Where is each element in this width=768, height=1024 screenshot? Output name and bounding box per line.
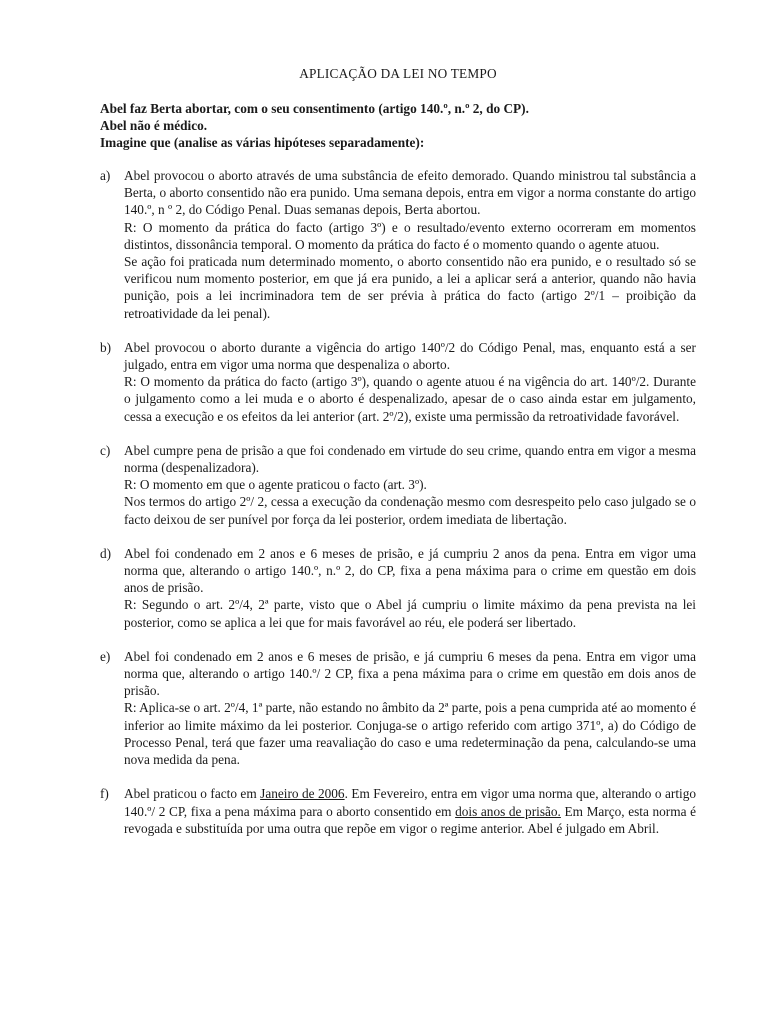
question-e: [100, 648, 696, 768]
item-body: [124, 545, 696, 631]
intro-line: Abel não é médico.: [100, 118, 208, 133]
question-text: [124, 785, 696, 837]
question-c: [100, 442, 696, 528]
answer-text: R: O momento da prática do facto (artigo 3º), quando o agente atuou é na vigência do art. 140º/2. Durante o julgamento como a lei muda e o aborto é despenalizado, apesar de o caso ainda estar em julgamento, cessa a execução e os efeitos da lei anterior (art. 2º/2), existe uma permissão da retroatividade favorável.: [124, 374, 696, 424]
question-d: [100, 545, 696, 631]
underlined-date: Janeiro de 2006: [260, 786, 345, 802]
intro-line: Abel faz Berta abortar, com o seu consentimento (artigo 140.º, n.º 2, do CP).: [100, 101, 529, 116]
answer-text: Se ação foi praticada num determinado momento, o aborto consentido não era punido, e o resultado só se verificou num momento posterior, em que já era punido, a lei a aplicar será a anterior, quando não havia punição, pois a lei incriminadora tem de ser prévia à prática do facto (artigo 2º/1 – proibição da retroatividade da lei penal).: [124, 254, 696, 321]
text-segment: Em Março, esta norma é revogada e substituída por uma outra que repõe em vigor o regime anterior. Abel é julgado em Abril.: [124, 803, 696, 836]
question-text: Abel provocou o aborto através de uma substância de efeito demorado. Quando ministrou tal substância a Berta, o aborto consentido não era punido. Uma semana depois, entra em vigor a norma constante do artigo 140.º, n º 2, do Código Penal. Duas semanas depois, Berta abortou.: [124, 168, 696, 218]
underlined-penalty: dois anos de prisão.: [455, 803, 561, 819]
item-letter: c): [100, 442, 111, 458]
item-body: [124, 442, 696, 528]
question-b: [100, 339, 696, 425]
question-text: Abel foi condenado em 2 anos e 6 meses de prisão, e já cumpriu 6 meses da pena. Entra em vigor uma norma que, alterando o artigo 140.º/ 2 CP, fixa a pena máxima para o crime em questão em dois anos de prisão.: [124, 648, 696, 699]
answer-text: R: O momento da prática do facto (artigo 3º) e o resultado/evento externo ocorreram em momentos distintos, dissonância temporal. O momento da prática do facto é o momento quando o agente atuou.: [124, 219, 696, 252]
question-text: Abel provocou o aborto durante a vigência do artigo 140º/2 do Código Penal, mas, enquanto está a ser julgado, entra em vigor uma norma que despenaliza o aborto.: [124, 339, 696, 373]
answer-text: R: Segundo o art. 2º/4, 2ª parte, visto que o Abel já cumpriu o limite máximo da pena prevista na lei posterior, como se aplica a lei que for mais favorável ao réu, ele poderá ser libertado.: [124, 597, 696, 630]
item-letter: f): [100, 786, 109, 802]
item-body: [124, 339, 696, 425]
answer-text: R: Aplica-se o art. 2º/4, 1ª parte, não estando no âmbito da 2ª parte, pois a pena cumprida até ao momento é inferior ao limite máximo da lei posterior. Conjuga-se o artigo referido com artigo 371º, a) do Código de Processo Penal, terá que fazer uma reavaliação do caso e uma redeterminação da pena, calculando-se uma nova medida da pena.: [124, 700, 696, 768]
item-body: [124, 648, 696, 768]
item-letter: e): [100, 648, 111, 664]
item-body: [124, 785, 696, 837]
text-segment: Abel praticou o facto em: [124, 786, 261, 802]
question-text: Abel cumpre pena de prisão a que foi condenado em virtude do seu crime, quando entra em vigor a mesma norma (despenalizadora).: [124, 442, 696, 476]
answer-text: Nos termos do artigo 2º/ 2, cessa a execução da condenação mesmo com desrespeito pelo caso julgado se o facto deixou de ser punível por força da lei posterior, ordem imediata de libertação.: [124, 494, 696, 527]
item-letter: a): [100, 168, 111, 183]
item-letter: d): [100, 545, 112, 561]
item-body: [124, 167, 696, 322]
question-text: Abel foi condenado em 2 anos e 6 meses de prisão, e já cumpriu 2 anos da pena. Entra em vigor uma norma que, alterando o artigo 140.º, n.º 2, do CP, fixa a pena máxima para o crime em questão em dois anos de prisão.: [124, 545, 696, 596]
text-segment: . Em Fevereiro, entra em vigor uma norma que, alterando o artigo 140.º/ 2 CP, fixa a pena máxima para o aborto consentido em: [124, 786, 696, 819]
answer-text: R: O momento em que o agente praticou o facto (art. 3º).: [124, 477, 427, 493]
question-f: [100, 785, 696, 837]
intro-line: Imagine que (analise as várias hipóteses separadamente):: [100, 135, 425, 150]
document-title: APLICAÇÃO DA LEI NO TEMPO: [299, 66, 497, 81]
question-a: [100, 167, 696, 322]
item-letter: b): [100, 339, 112, 355]
intro-block: [100, 100, 696, 151]
